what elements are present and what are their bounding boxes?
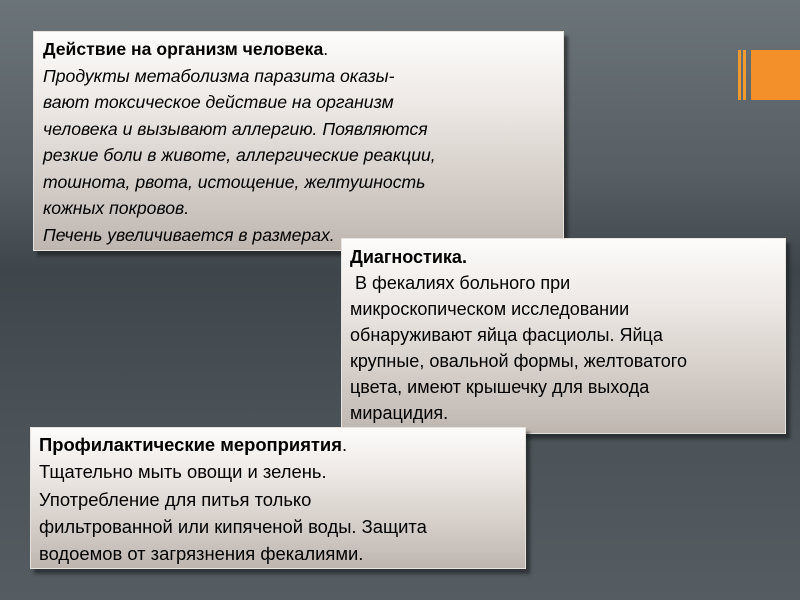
diagnostics-heading: Диагностика. — [350, 247, 467, 267]
accent-block — [751, 50, 800, 100]
prevention-text-line: Употребление для питья только — [39, 488, 312, 510]
accent-bar — [743, 50, 746, 100]
prevention-heading: Профилактические мероприятия — [39, 434, 342, 455]
prevention-heading-suffix: . — [341, 434, 348, 455]
diagnostics-text-line: микроскопическом исследовании — [350, 299, 630, 319]
effect-text-line: вают токсическое действие на организм — [43, 92, 394, 112]
diagnostics-panel — [341, 238, 786, 434]
prevention-text-line: водоемов от загрязнения фекалиями. — [39, 543, 364, 565]
diagnostics-text-line: мирацидия. — [350, 403, 449, 423]
effect-text-line: Продукты метаболизма паразита оказы- — [43, 65, 395, 86]
diagnostics-text-line: цвета, имеют крышечку для выхода — [350, 377, 650, 397]
effect-text-line: кожных покровов. — [43, 198, 190, 218]
effect-text-line: тошнота, рвота, истощение, желтушность — [43, 171, 426, 192]
prevention-text-line: фильтрованной или кипяченой воды. Защита — [39, 515, 427, 537]
prevention-heading-line — [39, 431, 517, 458]
accent-bar — [738, 50, 741, 100]
diagnostics-text-line: обнаруживают яйца фасциолы. Яйца — [350, 325, 663, 345]
prevention-text-line: Тщательно мыть овощи и зелень. — [39, 461, 327, 483]
diagnostics-text-line: В фекалиях больного при — [350, 273, 571, 293]
effect-heading-suffix: . — [323, 39, 329, 59]
effect-text-line: резкие боли в животе, аллергические реакции, — [43, 145, 436, 165]
effect-on-body-panel — [33, 31, 564, 251]
diagnostics-text-line: крупные, овальной формы, желтоватого — [350, 351, 687, 371]
effect-heading: Действие на организм человека — [43, 39, 324, 59]
effect-text-line: человека и вызывают аллергию. Появляются — [43, 118, 428, 139]
effect-heading-line — [43, 36, 554, 63]
prevention-panel — [30, 427, 526, 569]
decorative-accent — [738, 50, 800, 100]
effect-text-line: Печень увеличивается в размерах. — [43, 224, 335, 245]
